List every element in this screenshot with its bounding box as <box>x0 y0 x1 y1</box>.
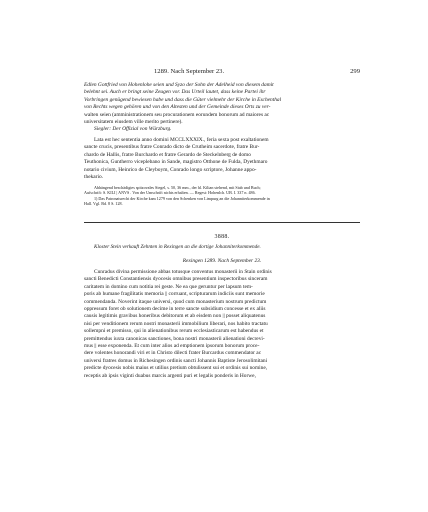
regest-line: Edlen Gottfried von Hohenlohe seien und Syzo der Sohn der Adelheid von diesem damit <box>84 82 274 88</box>
dating-line: sancte crucis, presentibus fratre Conrado dicto de Crutheim sacerdote, fratre Bur- <box>84 144 260 151</box>
body-line: Cunradus divina permissione abbas totusque conventus monasterii in Stain ordinis <box>94 269 272 275</box>
document-regest: Kloster Stein verkauft Zehnten in Rexingen an die dortige Johanniterkommende. <box>94 244 261 250</box>
latin-line: walten seien (amministrationem seu procurationem eorundem bonorum ad maiores ac <box>84 111 270 118</box>
document-number: 3888. <box>214 234 230 240</box>
footnote-line: Abhängend beschädigtes spitzovales Siegel, s. 50, 36 mm., der hl. Kilian stehend, mit Stab und Buch; <box>94 185 261 190</box>
body-line: mus || esse exponenda. Et cum inter alios ad emptionem ipsorum bonorum proce- <box>84 343 260 350</box>
regest-line: Vorbringen genügend bewiesen habe und dass die Güter vielmehr der Kirche in Eschenthal <box>84 96 282 103</box>
body-line: sancti Benedicti Constantiensis dyocesis omnibus presentium inspectoribus sinceram <box>84 276 268 283</box>
body-line: poris ab humane fragilitatis memoria || corruant, scripturarum indiciis sunt memorie <box>84 291 265 298</box>
regest-line: von Rechts wegen gehören und von den Altesten und der Gemeinde dieses Orts zu ver- <box>84 104 271 111</box>
footnote-line: Aufschrift: S. KILI | ANVS . Von der Umschrift nichts erhalten. — Regest: Hohenlch. UB. I. 337 n. 486. <box>84 190 256 196</box>
running-header <box>84 68 360 77</box>
dating-line: Teuthonica, Guntherro viceplebano in Sande, magistro Otthone de Fulda, Dyethmaro <box>84 159 268 166</box>
body-line: premittendus iuxta canonicas sanctiones, bona nostri monasterii alienationi decrevi- <box>84 335 265 342</box>
body-line: caritatem in domino cum notitia rei geste. Ne ea que geruntur per lapsum tem- <box>84 283 253 290</box>
header-title: 1289. Nach September 23. <box>154 68 225 75</box>
footnote-line: 1) Das Patronatsrecht der Kirche kam 1279 von den Schenken von Limpurg an die Johanniterkommende in <box>94 195 270 201</box>
body-line: causis legitimis gravibus honeribus debitorum et ab eisdem non || posset aliquatenus <box>84 313 266 320</box>
top-regest-block <box>84 82 360 134</box>
footnotes <box>84 185 360 207</box>
section-divider <box>84 222 360 223</box>
dating-line: chardo de Hallis, fratre Burchardo et fratre Gerardo de Steckelnberg de domo <box>84 151 251 158</box>
body-line: predicte dyocesis nobis maius et utilius pretium obtulissent sui et ordinis sui nomine, <box>84 365 268 372</box>
body-line: commendanda. Noverint itaque universi, quod cum monasterium nostrum predictum <box>84 298 267 305</box>
page-number: 299 <box>350 68 360 75</box>
date-line: Rexingen 1289. Nach September 23. <box>182 258 262 264</box>
sealer-line: Siegler: Der Offizial von Würzburg. <box>94 126 172 133</box>
body-line: nisi per venditionem rerum nostri monasterii immobilium liberari, nos habito tractatu <box>84 320 268 327</box>
dating-line: Lata est hec sententia anno domini MCCLXXXIX., feria sexta post exaltationem <box>94 137 269 143</box>
body-line: oppressum foret ob solutionem decime in terre sancte subsidium concesse et ex aliis <box>84 306 266 313</box>
body-line: sollempni et premisso, qui in alienationibus rerum ecclesiasticarum est habendus et <box>84 328 264 335</box>
dating-paragraph <box>84 137 360 181</box>
latin-line: universitatem eiusdem ville merito pertinere). <box>84 119 183 126</box>
regest-line: belehnt sei. Auch er bringt seine Zeugen vor. Das Urteil lautet, dass keine Partei ihr <box>84 89 266 96</box>
document-body <box>84 269 360 380</box>
footnote-line: Hall. Vgl. Bd. 8 S. 128. <box>84 201 123 207</box>
body-line: receptis ab ipsis viginti duabus marcis argenti puri et legalis ponderis in Horwe, <box>84 372 256 379</box>
body-line: universi fratres domus in Richesingen ordinis sancti Johannis Baptiste Jerosolimitani <box>84 357 268 364</box>
dating-line: notario civium, Heinrico de Cleyboym, Conrado longo scriptore, Johanne appo- <box>84 166 257 173</box>
body-line: dere volentes honorandi viri et in Christo dilecti frater Burcardus commendator ac <box>84 350 262 357</box>
dating-line: thekario. <box>84 174 104 181</box>
